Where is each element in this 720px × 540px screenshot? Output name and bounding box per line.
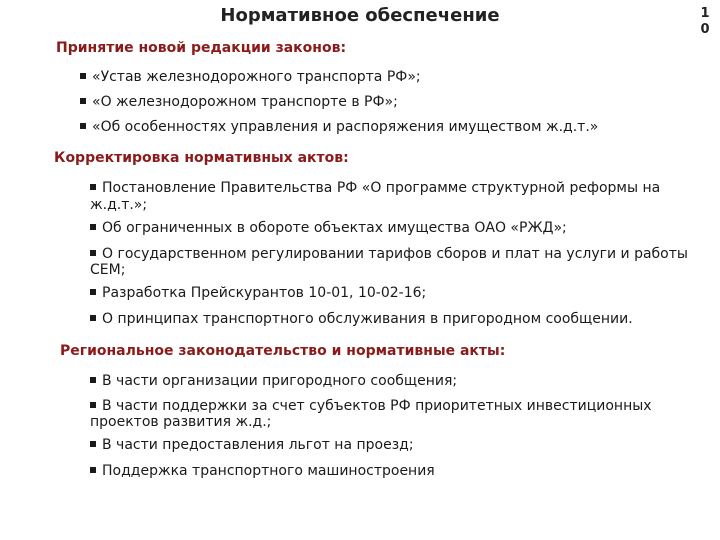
list-item	[90, 285, 426, 302]
list-item-text: Поддержка транспортного машиностроения	[102, 463, 435, 479]
list-item	[90, 246, 688, 263]
list-item-text: В части поддержки за счет субъектов РФ приоритетных инвестиционных	[102, 398, 652, 414]
list-item	[80, 94, 398, 111]
list-item	[90, 373, 457, 390]
list-item-text: О государственном регулировании тарифов сборов и плат на услуги и работы	[102, 246, 688, 262]
list-item	[90, 220, 567, 237]
slide-title: Нормативное обеспечение	[220, 5, 500, 26]
bullet-icon	[90, 224, 96, 230]
list-item-text: Разработка Прейскурантов 10-01, 10-02-16;	[102, 285, 427, 301]
list-item	[90, 437, 414, 454]
bullet-icon	[90, 250, 96, 256]
list-item-continuation: ж.д.т.»;	[90, 197, 148, 213]
bullet-icon	[90, 184, 96, 190]
page-number-digit: 1	[700, 6, 710, 21]
page-number-digit: 0	[700, 22, 710, 37]
list-item	[90, 398, 652, 415]
list-item-text: О принципах транспортного обслуживания в пригородном сообщении.	[102, 311, 633, 327]
bullet-icon	[90, 315, 96, 321]
bullet-icon	[80, 73, 86, 79]
list-item-text: «Об особенностях управления и распоряжения имуществом ж.д.т.»	[92, 119, 599, 135]
page-number	[698, 6, 712, 38]
bullet-icon	[90, 402, 96, 408]
list-item-text: «О железнодорожном транспорте в РФ»;	[92, 94, 398, 110]
section-heading-acts: Корректировка нормативных актов:	[54, 150, 349, 166]
list-item	[80, 119, 598, 136]
list-item-continuation: СЕМ;	[90, 262, 126, 278]
section-heading-laws: Принятие новой редакции законов:	[56, 40, 347, 56]
list-item	[90, 311, 633, 328]
list-item	[90, 463, 435, 480]
bullet-icon	[80, 98, 86, 104]
list-item-text: Об ограниченных в обороте объектах имущества ОАО «РЖД»;	[102, 220, 567, 236]
bullet-icon	[90, 441, 96, 447]
section-heading-regional: Региональное законодательство и нормативные акты:	[60, 343, 506, 359]
list-item	[80, 69, 421, 86]
bullet-icon	[90, 467, 96, 473]
list-item-text: В части предоставления льгот на проезд;	[102, 437, 414, 453]
list-item-continuation: проектов развития ж.д.;	[90, 414, 272, 430]
bullet-icon	[90, 377, 96, 383]
bullet-icon	[90, 289, 96, 295]
bullet-icon	[80, 123, 86, 129]
list-item-text: «Устав железнодорожного транспорта РФ»;	[92, 69, 421, 85]
list-item-text: В части организации пригородного сообщения;	[102, 373, 458, 389]
list-item-text: Постановление Правительства РФ «О программе структурной реформы на	[102, 180, 661, 196]
list-item	[90, 180, 660, 197]
